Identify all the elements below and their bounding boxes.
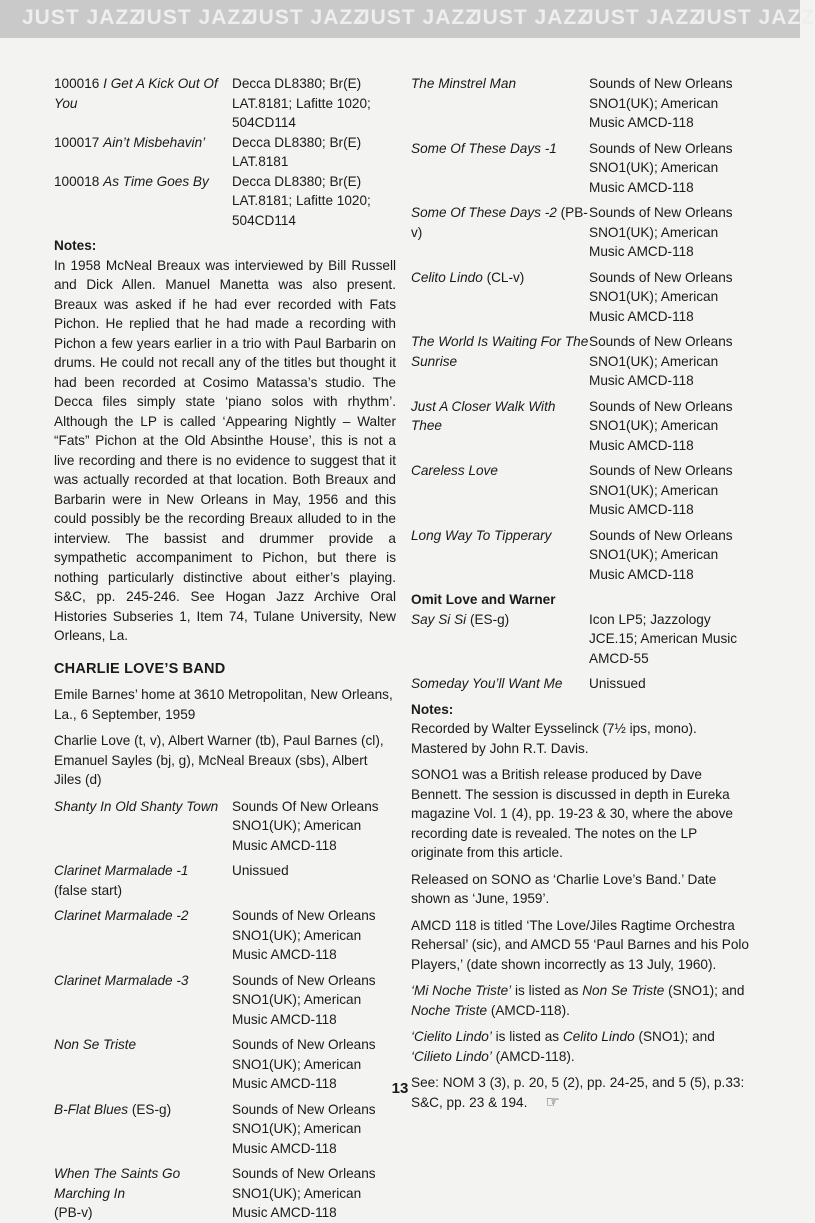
header-band-text: JUST JAZZ — [246, 6, 368, 29]
text-run: (AMCD-118). — [491, 1048, 575, 1064]
track-title: Shanty In Old Shanty Town — [54, 798, 219, 814]
notes-paragraph — [411, 981, 751, 1020]
track-entry — [54, 1100, 396, 1159]
track-title: Non Se Triste — [54, 1037, 137, 1052]
issue-info: Sounds of New Orleans SNO1(UK); American Music AMCD-118 — [232, 908, 376, 962]
track-title: Celito Lindo — [411, 269, 483, 285]
title-quote: ‘Mi Noche Triste’ — [411, 983, 512, 998]
header-band — [0, 0, 815, 38]
issue-info: Decca DL8380; Br(E) LAT.8181; Lafitte 1020; 504CD114 — [232, 173, 371, 228]
track-entry — [411, 610, 751, 669]
header-band-text: JUST JAZZ — [470, 6, 592, 29]
track-title: Long Way To Tipperary — [411, 527, 552, 543]
track-title: Some Of These Days -2 — [411, 205, 557, 220]
discography-entry — [54, 133, 396, 172]
track-title: B-Flat Blues — [54, 1101, 129, 1117]
track-entry — [54, 797, 396, 856]
issue-info: Sounds of New Orleans SNO1(UK); American Music AMCD-118 — [589, 527, 733, 582]
track-title: Clarinet Marmalade -1 — [54, 863, 189, 878]
title-quote: ‘Cilieto Lindo’ — [411, 1048, 492, 1064]
header-band-text: JUST JAZZ — [358, 6, 480, 29]
track-note: (ES-g) — [469, 611, 510, 627]
issue-info: Sounds of New Orleans SNO1(UK); American Music AMCD-118 — [589, 140, 733, 195]
band-heading: CHARLIE LOVE’S BAND — [54, 660, 226, 677]
issue-info: Sounds of New Orleans SNO1(UK); American Music AMCD-118 — [232, 972, 376, 1027]
track-entry — [411, 461, 751, 520]
notes-paragraph: In 1958 McNeal Breaux was interviewed by Bill Russell and Dick Allen. Manuel Manetta was also present. Breaux was asked if he had ever recorded with Fats Pichon. He replied that he had made a recording with Pichon a few years earlier in a trio with Paul Barbarin on drums. He could not recall any of the titles but thought it had been recorded at Cosimo Matassa’s studio. The Decca files simply state ‘piano solos with rhythm’. Although the LP is called ‘Appearing Nightly – Walter “Fats” Pichon at the Old Absinthe House’, this is not a live recording and there is no evidence to suggest that it was actually recorded at that location. Both Breaux and Barbarin were in New Orleans in May, 1956 and this could possibly be the recording Breaux alluded to in the interview. The bassist and drummer provide a sympathetic accompaniment to Pichon, but there is nothing particularly distinctive about either’s playing. S&C, pp. 245-246. See Hogan Jazz Archive Oral Histories Subseries 1, Item 74, Tulane University, New Orleans, La. — [54, 257, 396, 643]
title-quote: Celito Lindo — [562, 1029, 635, 1044]
personnel-change-heading: Omit Love and Warner — [411, 592, 556, 607]
track-entry — [411, 268, 751, 327]
track-title: Say Si Si — [411, 611, 467, 627]
track-entry — [54, 971, 396, 1030]
issue-info: Decca DL8380; Br(E) LAT.8181; Lafitte 1020; 504CD114 — [232, 76, 371, 130]
issue-info: Icon LP5; Jazzology JCE.15; American Music AMCD-55 — [589, 611, 738, 666]
header-band-text: JUST JAZZ — [134, 6, 256, 29]
track-entry — [411, 397, 751, 456]
matrix-number: 100016 — [54, 76, 100, 91]
track-title: Clarinet Marmalade -3 — [54, 972, 189, 988]
pointing-hand-icon: ☞ — [545, 1093, 560, 1111]
track-entry — [54, 1164, 396, 1223]
issue-info: Sounds of New Orleans SNO1(UK); American Music AMCD-118 — [232, 1166, 376, 1220]
issue-info: Sounds Of New Orleans SNO1(UK); American Music AMCD-118 — [232, 798, 379, 853]
track-title: The Minstrel Man — [411, 76, 517, 91]
notes-paragraph — [411, 1027, 751, 1066]
track-entry — [411, 203, 751, 262]
personnel: Charlie Love (t, v), Albert Warner (tb), Paul Barnes (cl), Emanuel Sayles (bj, g), McNeal Breaux (sbs), Albert Jiles (d) — [54, 733, 384, 787]
track-entry — [54, 861, 396, 900]
track-note: (PB-v) — [411, 205, 588, 240]
track-entry — [411, 526, 751, 585]
text-run: is listed as — [511, 983, 583, 998]
notes-heading: Notes: — [411, 701, 454, 717]
track-title: I Get A Kick Out Of You — [54, 76, 218, 111]
discography-entry — [54, 74, 396, 133]
text-run: is listed as — [491, 1029, 563, 1044]
matrix-number: 100017 — [54, 134, 100, 150]
track-entry — [411, 674, 751, 694]
track-title: Some Of These Days -1 — [411, 140, 557, 156]
notes-paragraph: Released on SONO as ‘Charlie Love’s Band.’ Date shown as ‘June, 1959’. — [411, 871, 717, 906]
title-quote: Noche Triste — [411, 1002, 488, 1018]
right-column — [411, 74, 751, 1119]
issue-info: Unissued — [232, 863, 289, 878]
track-entry — [54, 906, 396, 965]
issue-info: Sounds of New Orleans SNO1(UK); American Music AMCD-118 — [589, 463, 733, 517]
issue-info: Sounds of New Orleans SNO1(UK); American Music AMCD-118 — [589, 398, 733, 453]
track-title: Just A Closer Walk With Thee — [411, 398, 556, 433]
see-reference: See: NOM 3 (3), p. 20, 5 (2), pp. 24-25, and 5 (5), p.33: S&C, pp. 23 & 194. — [411, 1075, 745, 1110]
issue-info: Sounds of New Orleans SNO1(UK); American Music AMCD-118 — [589, 205, 733, 259]
notes-paragraph: AMCD 118 is titled ‘The Love/Jiles Ragtime Orchestra Rehersal’ (sic), and AMCD 55 ‘Paul Barnes and his Polo Players,’ (date shown incorrectly as 13 July, 1960). — [411, 917, 749, 972]
notes-heading: Notes: — [54, 238, 97, 253]
title-quote: Non Se Triste — [582, 983, 665, 998]
notes-paragraph: Recorded by Walter Eysselinck (7½ ips, mono). Mastered by John R.T. Davis. — [411, 721, 697, 756]
track-entry — [411, 332, 751, 391]
text-run: (SNO1); and — [664, 983, 745, 998]
session-location: Emile Barnes’ home at 3610 Metropolitan, New Orleans, La., 6 September, 1959 — [54, 687, 393, 722]
track-note: (CL-v) — [486, 269, 525, 285]
track-note: (PB-v) — [54, 1205, 93, 1220]
notes-paragraph: SONO1 was a British release produced by Dave Bennett. The session is discussed in depth in Eureka magazine Vol. 1 (4), pp. 19-23 & 30, where the above recording date is revealed. The notes on the LP originate from this article. — [411, 767, 733, 860]
left-column — [54, 74, 396, 1223]
header-band-text: JUST JAZZ — [582, 6, 704, 29]
track-title: The World Is Waiting For The Sunrise — [411, 334, 589, 369]
track-title: As Time Goes By — [103, 173, 209, 189]
issue-info: Sounds of New Orleans SNO1(UK); American Music AMCD-118 — [232, 1101, 376, 1156]
matrix-number: 100018 — [54, 173, 100, 189]
issue-info: Sounds of New Orleans SNO1(UK); American Music AMCD-118 — [232, 1037, 376, 1091]
issue-info: Sounds of New Orleans SNO1(UK); American Music AMCD-118 — [589, 76, 733, 130]
discography-entry — [54, 172, 396, 231]
track-entry — [411, 74, 751, 133]
track-title: Careless Love — [411, 463, 498, 478]
track-title: Ain’t Misbehavin’ — [103, 134, 206, 150]
track-title: When The Saints Go Marching In — [54, 1166, 181, 1201]
track-note: (false start) — [54, 882, 122, 898]
track-title: Someday You’ll Want Me — [411, 676, 563, 691]
text-run: (AMCD-118). — [487, 1002, 570, 1018]
issue-info: Sounds of New Orleans SNO1(UK); American Music AMCD-118 — [589, 334, 733, 388]
issue-info: Decca DL8380; Br(E) LAT.8181 — [232, 134, 362, 169]
header-band-text: JUST JAZZ — [22, 6, 144, 29]
issue-info: Unissued — [589, 676, 646, 691]
issue-info: Sounds of New Orleans SNO1(UK); American Music AMCD-118 — [589, 269, 733, 324]
track-note: (ES-g) — [131, 1101, 172, 1117]
title-quote: ‘Cielito Lindo’ — [411, 1029, 492, 1044]
page-number: 13 — [391, 1080, 409, 1097]
track-entry — [411, 139, 751, 198]
track-title: Clarinet Marmalade -2 — [54, 908, 189, 923]
text-run: (SNO1); and — [634, 1029, 715, 1044]
header-band-text: JUST JAZZ — [694, 6, 815, 29]
